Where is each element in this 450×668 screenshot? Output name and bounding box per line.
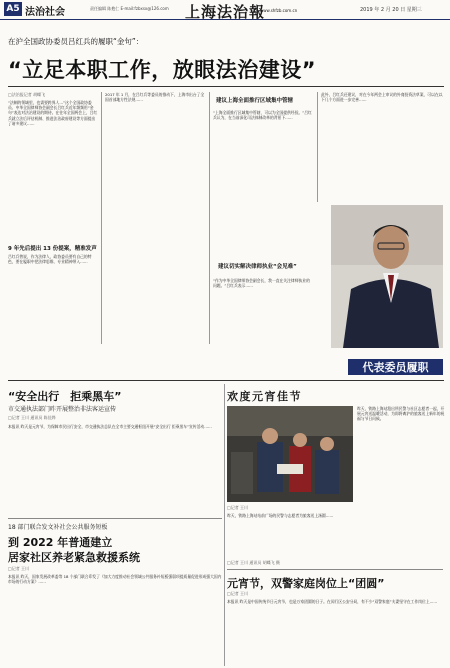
eldercare-headline-2: 居家社区养老紧急救援系统 (8, 551, 140, 564)
lead-col3-title2: 建议切实解决律师执业“会见难” (218, 264, 297, 270)
editor-credits: 责任编辑 陈抱仁 E-mail:fzbxsx@126.com (90, 6, 169, 11)
lead-col4: 此外，吕红兵还建议，对在今年两会上审议的外商投资法草案，可以在以下几个方面进一步完善…… (321, 92, 443, 103)
festival-byline: □记者 王川 (227, 505, 249, 510)
safety-headline: “安全出行 拒乘黑车” (8, 390, 122, 403)
festival-photo-credit: □记者 王川 通讯员 胡蝶飞 摄 (227, 560, 280, 565)
police-family-headline: 元宵节，双警家庭岗位上“团圆” (227, 577, 385, 590)
eldercare-kicker: 18 部门联合发文补社会公共服务短板 (8, 524, 108, 531)
page-header (0, 0, 450, 20)
column-rule (317, 92, 318, 202)
delegate-portrait-photo (331, 205, 443, 348)
eldercare-headline-1: 到 2022 年普通建立 (8, 536, 113, 549)
divider (227, 569, 443, 570)
column-rule (224, 384, 225, 666)
divider (8, 86, 444, 87)
photo-caption-badge: 代表委员履职 (348, 359, 443, 375)
eldercare-body: 本报讯 昨天，国家发展改革委等 18 个部门联合印发了《加大力度推动社会领域公共服务补短板强弱项提质量促进形成强大国内市场的行动方案》…… (8, 574, 222, 585)
section-title: 法治社会 (25, 7, 65, 18)
lead-subhead: 在沪全国政协委员吕红兵的履职“金句”： (8, 37, 144, 46)
column-rule (101, 92, 102, 344)
masthead: 上海法治報 (185, 3, 266, 21)
lead-col1: “法制的领域里，也需要跨界人…”这个全国政协委员、中华全国律师协会副会长吕红兵近年频频用“金句”表达对法治建设的期待。在往年全国两会上，吕红兵就立法后评估机制、推进法治政府建设等方面提出了诸多建议…… (8, 100, 98, 126)
lead-col3: “上海全面推行区域集中管辖，可以为全国提供经验。”吕红兵认为，在当前深化司法体制改革的背景下…… (213, 110, 312, 121)
police-family-body: 本报讯 昨天是中国传统节日元宵节，也是万家团圆的日子。在闵行区公安分局，有不少“双警家庭”夫妻坚守在工作岗位上…… (227, 599, 438, 604)
site-url[interactable]: www.shfzb.com.cn (260, 8, 298, 13)
lead-headline: “立足本职工作，放眼法治建设” (8, 58, 317, 82)
festival-body: 昨天，铁路上海站站前广场的民警与志愿者为旅客送上汤圆…… (227, 513, 334, 518)
lead-col3-title: 建议上海全面推行区域集中管辖 (216, 98, 294, 104)
eldercare-byline: □记者 王川 (8, 566, 30, 571)
festival-side-body: 昨天，铁路上海站派出所民警与社区志愿者一起，开展元宵送温暖活动，为即将离沪的旅客送上新年的祝福与节日问候。 (357, 406, 445, 422)
lead-byline: □法治报记者 胡蝶飞 (8, 92, 46, 97)
safety-subtitle: 市交通执法部门昨开展整治非法客运宣传 (8, 406, 117, 413)
divider (8, 380, 444, 381)
column-rule (209, 92, 210, 344)
festival-side-text (357, 406, 445, 502)
lead-col3b: “作为中华全国律师协会副会长，我一直在关注律师执业的问题。”吕红兵表示…… (213, 278, 310, 289)
safety-body: 本报讯 昨天是元宵节，为保障市民出行安全，市交通执法总队在全市主要交通枢纽开展“安全出行 拒乘黑车”宣传活动…… (8, 424, 212, 429)
festival-photo (227, 406, 353, 502)
lead-col1-subtitle: 9 年先后提出 13 份提案，精准发声 (8, 246, 97, 252)
lead-col1b: 吕红兵曾说，作为法律人，政协委员要有自己的特色，要在履职中把法律思维、专业精神带入…… (8, 254, 92, 265)
safety-byline: □记者 王川 通讯员 陈佳烨 (8, 415, 56, 420)
issue-date: 2019 年 2 月 20 日 星期三 (360, 7, 422, 13)
lead-col2: 2017 年 1 月，在吕红兵等委员的推动下，上海市出台了全国首部地方性法规…… (105, 92, 205, 103)
police-family-byline: □记者 王川 (227, 591, 249, 596)
festival-headline: 欢度元宵佳节 (227, 390, 302, 403)
divider (8, 518, 222, 519)
page-number: A5 (4, 2, 22, 16)
